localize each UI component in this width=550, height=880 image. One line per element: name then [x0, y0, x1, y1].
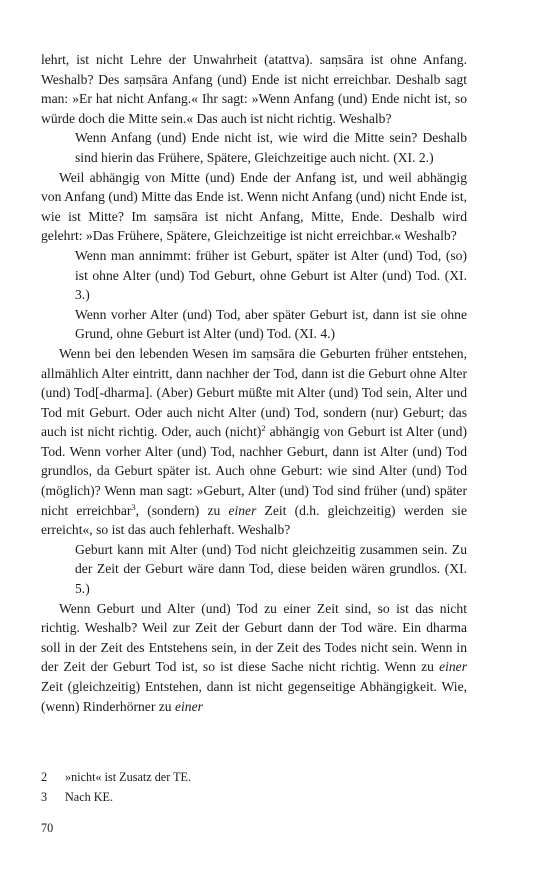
emphasis: einer — [175, 698, 203, 714]
emphasis: einer — [439, 659, 467, 675]
paragraph-text: abhängig von Geburt ist Alter (und) Tod. Wenn vorher Alter (und) Tod, nachher Geburt, dann ist Alter (und) Tod grundlos, da Geburt später ist. Auch ohne Geburt: wie sind Alter (und) Tod (möglich)? Wenn man sagt: »Geburt, Alter (und) Tod sind früher (und) später nicht erreichbar — [41, 424, 467, 518]
footnote-number: 2 — [41, 770, 48, 784]
footnote-ref[interactable]: 3 — [131, 501, 136, 512]
paragraph-text: Zeit (d.h. gleichzeitig) werden sie erreicht«, so ist das auch fehlerhaft. Weshalb? — [41, 502, 467, 538]
footnote-text: Nach KE. — [65, 790, 114, 804]
page-body — [41, 50, 467, 716]
footnote — [41, 767, 467, 787]
footnote — [41, 787, 467, 807]
footnotes — [41, 767, 467, 807]
verse-quote: Wenn vorher Alter (und) Tod, aber später Geburt ist, dann ist sie ohne Grund, ohne Geburt ist Alter (und) Tod. (XI. 4.) — [75, 306, 467, 342]
verse-quote: Wenn Anfang (und) Ende nicht ist, wie wird die Mitte sein? Deshalb sind hierin das Frühere, Spätere, Gleichzeitige auch nicht. (XI. 2.) — [75, 130, 467, 165]
verse-quote: Wenn man annimmt: früher ist Geburt, später ist Alter (und) Tod, (so) ist ohne Alter (und) Tod Geburt, ohne Geburt ist Alter (und) Tod. (XI. 3.) — [75, 247, 467, 303]
footnote-number: 3 — [41, 790, 48, 804]
footnote-text: »nicht« ist Zusatz der TE. — [65, 770, 192, 784]
emphasis: einer — [228, 502, 257, 518]
paragraph-text: Zeit (gleichzeitig) Entstehen, dann ist nicht gegenseitige Abhängigkeit. Wie, (wenn) Rinderhörner zu — [41, 679, 467, 714]
paragraph: Weil abhängig von Mitte (und) Ende der Anfang ist, und weil abhängig von Anfang (und) Mitte das Ende ist. Wenn nicht Anfang (und) nicht Ende ist, wie ist Mitte? Im saṃsāra ist nicht Anfang, Mitte, Ende. Deshalb wird gelehrt: »Das Frühere, Spätere, Gleichzeitige ist nicht erreichbar.« Weshalb? — [41, 169, 467, 244]
footnote-ref[interactable]: 2 — [261, 423, 266, 434]
paragraph: lehrt, ist nicht Lehre der Unwahrheit (atattva). saṃsāra ist ohne Anfang. Weshalb? Des saṃsāra Anfang (und) Ende ist nicht erreichbar. Deshalb sagt man: »Er hat nicht Anfang.« Ihr sagt: »Wenn Anfang (und) Ende nicht ist, so würde doch die Mitte sein.« Das auch ist nicht richtig. Weshalb? — [41, 52, 467, 126]
paragraph — [41, 599, 467, 717]
verse-quote: Geburt kann mit Alter (und) Tod nicht gleichzeitig zusammen sein. Zu der Zeit der Geburt wäre dann Tod, diese beiden wären grundlos. (XI. 5.) — [75, 541, 467, 597]
paragraph-text: Wenn bei den lebenden Wesen im saṃsāra die Geburten früher entstehen, allmählich Alter eintritt, dann nachher der Tod, dann ist die Geburt ohne Alter (und) Tod[-dharma]. (Aber) Geburt müßte mit Alter (und) Tod sein, Alter und Tod mit Geburt. Oder auch nicht Alter (und) Tod, sondern (nur) Geburt; das auch ist nicht richtig. Oder, auch (nicht) — [41, 345, 467, 440]
paragraph-text: Wenn Geburt und Alter (und) Tod zu einer Zeit sind, so ist das nicht richtig. Weshalb? Weil zur Zeit der Geburt dann der Tod wäre. Ein dharma soll in der Zeit des Entstehens sein, in der Zeit des Todes nicht sein. Wenn in der Zeit der Geburt Tod ist, so ist diese Sache nicht richtig. Wenn zu — [41, 600, 467, 675]
paragraph — [41, 344, 467, 540]
paragraph-text: , (sondern) zu — [135, 502, 229, 518]
page-number: 70 — [41, 821, 54, 835]
